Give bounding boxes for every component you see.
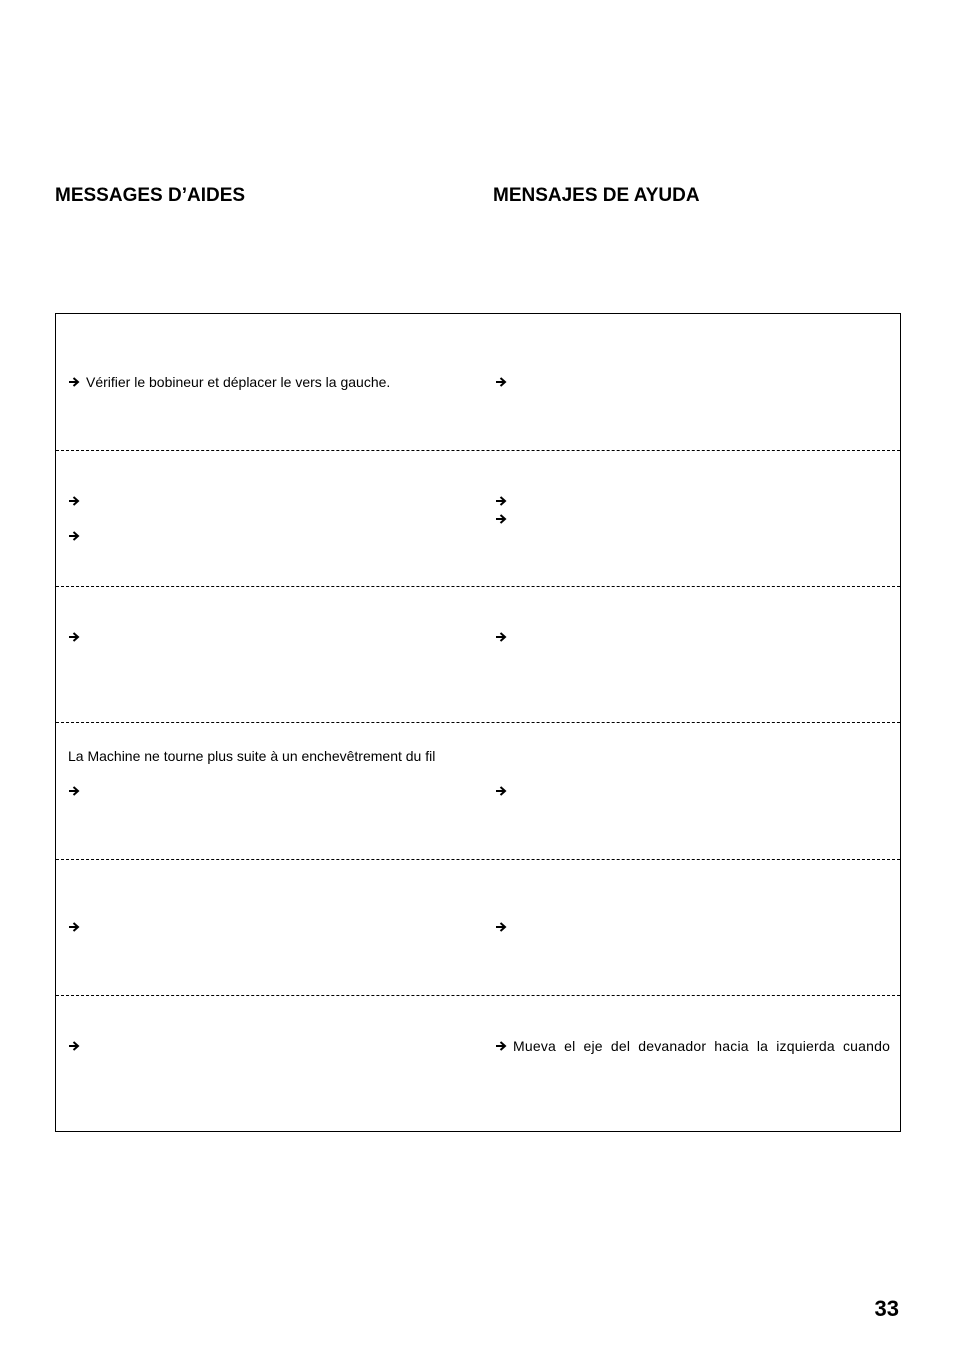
es-message-line — [495, 511, 513, 527]
fr-message-line — [68, 528, 86, 544]
row-divider — [56, 586, 900, 587]
fr-message-line — [68, 1038, 86, 1054]
arrow-right-icon — [495, 631, 507, 643]
es-message-line — [495, 919, 513, 935]
fr-message-line — [68, 919, 86, 935]
arrow-right-icon — [68, 1040, 80, 1052]
arrow-right-icon — [68, 376, 80, 388]
arrow-right-icon — [495, 785, 507, 797]
help-messages-table — [55, 313, 901, 1132]
es-message-text: Mueva el eje del devanador hacia la izquierda cuando — [513, 1038, 891, 1054]
es-message-line — [495, 374, 513, 390]
fr-message-line — [68, 783, 86, 799]
fr-message-text: Vérifier le bobineur et déplacer le vers la gauche. — [86, 374, 391, 390]
arrow-right-icon — [68, 921, 80, 933]
fr-message-line — [68, 493, 86, 509]
row-divider — [56, 722, 900, 723]
fr-message-line — [68, 374, 390, 390]
page-number: 33 — [874, 1296, 899, 1321]
arrow-right-icon — [68, 785, 80, 797]
french-heading: MESSAGES D’AIDES — [55, 185, 246, 206]
arrow-right-icon — [495, 513, 507, 525]
fr-message-intro: La Machine ne tourne plus suite à un enchevêtrement du fil — [68, 748, 436, 764]
arrow-right-icon — [68, 530, 80, 542]
arrow-right-icon — [495, 1040, 507, 1052]
es-message-line — [495, 629, 513, 645]
spanish-heading: MENSAJES DE AYUDA — [493, 185, 700, 206]
es-message-line — [495, 1038, 890, 1054]
arrow-right-icon — [495, 376, 507, 388]
arrow-right-icon — [495, 921, 507, 933]
row-divider — [56, 450, 900, 451]
arrow-right-icon — [68, 631, 80, 643]
arrow-right-icon — [68, 495, 80, 507]
row-divider — [56, 859, 900, 860]
fr-message-line — [68, 629, 86, 645]
row-divider — [56, 995, 900, 996]
es-message-line — [495, 493, 513, 509]
arrow-right-icon — [495, 495, 507, 507]
es-message-line — [495, 783, 513, 799]
